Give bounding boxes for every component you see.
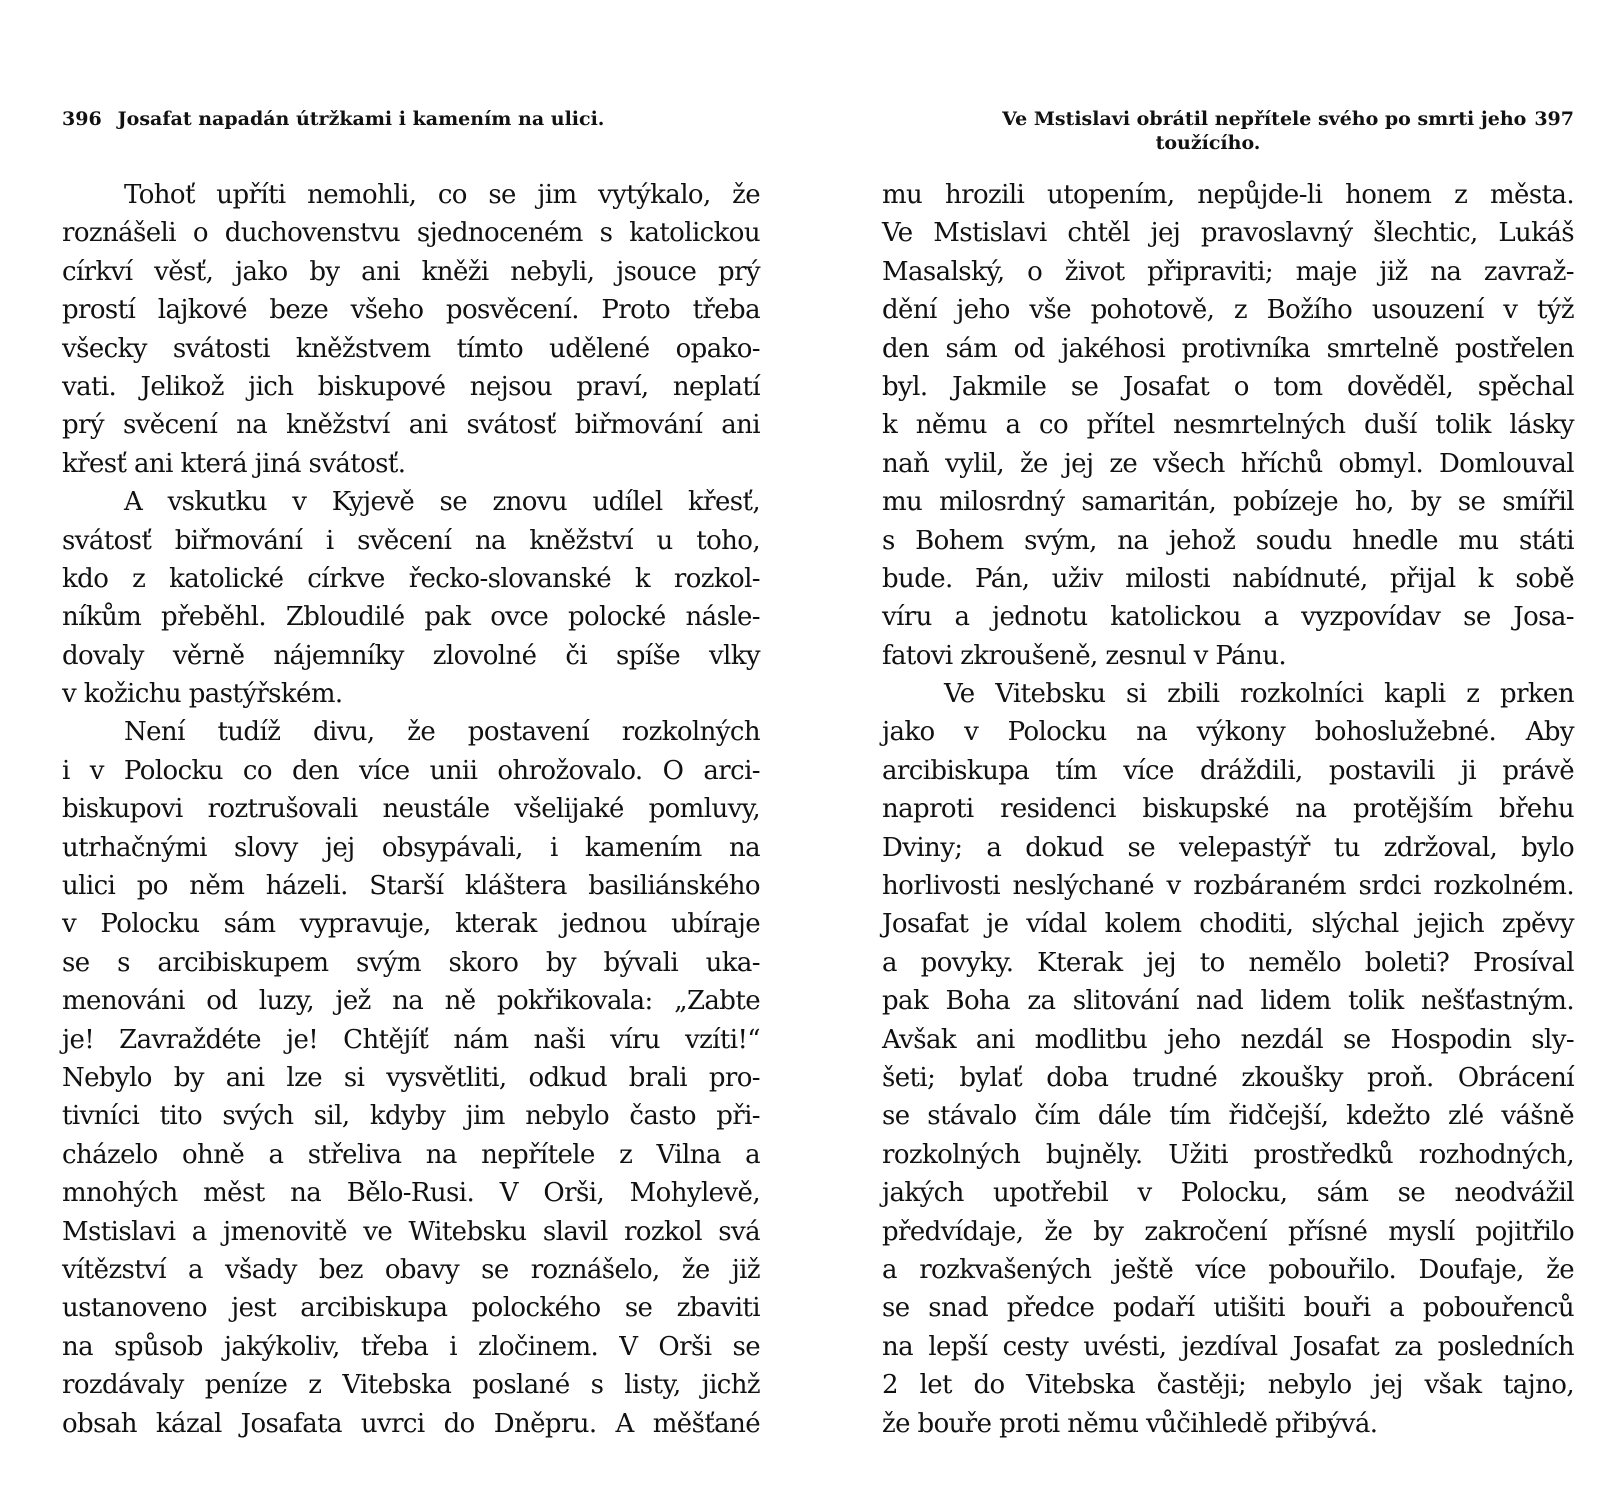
text-line: arcibiskupa tím více dráždili, postavili ji právě — [882, 755, 1574, 786]
text-line: prý svěcení na kněžství ani svátosť biřmování ani — [62, 410, 760, 441]
text-line: křesť ani která jiná svátosť. — [62, 448, 406, 479]
right-running-head-continuation: toužícího. — [1155, 132, 1261, 154]
text-line: naň vylil, že jej ze všech hříchů obmyl. Domlouval — [882, 448, 1574, 479]
text-line: je! Zavraždéte je! Chtějíť nám naši víru vzíti!“ — [62, 1024, 760, 1055]
text-line: církví věsť, jako by ani kněži nebyli, jsouce prý — [62, 256, 760, 287]
text-line: naproti residenci biskupské na protějším břehu — [882, 794, 1574, 825]
text-line: v kožichu pastýřském. — [62, 679, 343, 710]
text-line: všecky svátosti kněžstvem tímto udělené opako- — [62, 333, 760, 364]
text-line: menováni od luzy, jež na ně pokřikovala: „Zabte — [62, 986, 760, 1017]
left-running-head — [62, 108, 760, 130]
left-page-number: 396 — [62, 108, 102, 130]
left-body-text — [62, 176, 760, 1443]
text-line: Ve Mstislavi chtěl jej pravoslavný šlechtic, Lukáš — [882, 218, 1574, 249]
text-line: na spůsob jakýkoliv, třeba i zločinem. V Orši se — [62, 1331, 760, 1362]
text-line: Dviny; a dokud se velepastýř tu zdržoval, bylo — [882, 832, 1574, 863]
text-line: v Polocku sám vypravuje, kterak jednou ubíraje — [62, 909, 760, 940]
text-line: prostí lajkové beze všeho posvěcení. Proto třeba — [62, 295, 760, 326]
text-line: cházelo ohně a střeliva na nepřítele z Vilna a — [62, 1139, 760, 1170]
text-line: den sám od jakéhosi protivníka smrtelně postřelen — [882, 333, 1574, 364]
text-line: a povyky. Kterak jej to nemělo boleti? Prosíval — [882, 947, 1574, 978]
text-line: i v Polocku co den více unii ohrožovalo. O arci- — [62, 755, 760, 786]
text-line: rozkolných bujněly. Užiti prostředků rozhodných, — [882, 1139, 1574, 1170]
text-line: dění jeho vše pohotově, z Božího usouzení v týž — [882, 295, 1574, 326]
text-line: předvídaje, že by zakročení přísné myslí pojitřilo — [882, 1216, 1574, 1247]
text-line: ulici po něm házeli. Starší kláštera basiliánského — [62, 871, 760, 902]
text-line: biskupovi roztrušovali neustále všelijaké pomluvy, — [62, 794, 760, 825]
text-line: bude. Pán, uživ milosti nabídnuté, přijal k sobě — [882, 563, 1574, 594]
text-line: že bouře proti němu vůčihledě přibývá. — [882, 1408, 1378, 1439]
text-line: jako v Polocku na výkony bohoslužebné. Aby — [882, 717, 1574, 748]
text-line: Není tudíž divu, že postavení rozkolných — [124, 717, 760, 748]
text-line: byl. Jakmile se Josafat o tom dověděl, spěchal — [882, 371, 1574, 402]
right-running-head-text: Ve Mstislavi obrátil nepřítele svého po smrti jeho — [1002, 108, 1527, 130]
text-line: se snad předce podaří utišiti bouři a pobouřenců — [882, 1293, 1574, 1324]
text-line: k němu a co přítel nesmrtelných duší tolik lásky — [882, 410, 1574, 441]
text-line: rozdávaly peníze z Vitebska poslané s listy, jichž — [62, 1370, 760, 1401]
text-line: ustanoveno jest arcibiskupa polockého se zbaviti — [62, 1293, 760, 1324]
left-running-head-text: Josafat napadán útržkami i kamením na ulici. — [117, 108, 605, 130]
text-line: horlivosti neslýchané v rozbáraném srdci rozkolném. — [882, 871, 1574, 902]
text-line: jakých upotřebil v Polocku, sám se neodvážil — [882, 1178, 1574, 1209]
text-line: utrhačnými slovy jej obsypávali, i kamením na — [62, 832, 760, 863]
text-line: dovaly věrně nájemníky zlovolné či spíše vlky — [62, 640, 760, 671]
text-line: mu milosrdný samaritán, pobízeje ho, by se smířil — [882, 487, 1574, 518]
right-running-head — [882, 108, 1574, 154]
text-line: vítězství a všady bez obavy se roznášelo, že již — [62, 1254, 760, 1285]
text-line: na lepší cesty uvésti, jezdíval Josafat za posledních — [882, 1331, 1574, 1362]
text-line: 2 let do Vitebska častěji; nebylo jej však tajno, — [882, 1370, 1574, 1401]
text-line: Avšak ani modlitbu jeho nezdál se Hospodin sly- — [882, 1024, 1574, 1055]
text-line: Josafat je vídal kolem choditi, slýchal jejich zpěvy — [882, 909, 1574, 940]
text-line: pak Boha za slitování nad lidem tolik nešťastným. — [882, 986, 1574, 1017]
text-line: mnohých měst na Bělo-Rusi. V Orši, Mohylevě, — [62, 1178, 760, 1209]
text-line: A vskutku v Kyjevě se znovu udílel křesť, — [124, 487, 760, 518]
text-line: mu hrozili utopením, nepůjde-li honem z města. — [882, 180, 1574, 210]
text-line: s Bohem svým, na jehož soudu hnedle mu státi — [882, 525, 1574, 556]
text-line: vati. Jelikož jich biskupové nejsou praví, neplatí — [62, 371, 760, 402]
text-line: se stávalo čím dále tím řidčejší, kdežto zlé vášně — [882, 1101, 1574, 1132]
text-line: svátosť biřmování i svěcení na kněžství u toho, — [62, 525, 760, 556]
text-line: níkům přeběhl. Zbloudilé pak ovce polocké násle- — [62, 602, 760, 633]
text-line: Masalský, o život připraviti; maje již na zavraž- — [882, 256, 1574, 287]
text-line: obsah kázal Josafata uvrci do Dněpru. A měšťané — [62, 1408, 760, 1439]
text-line: Ve Vitebsku si zbili rozkolníci kapli z prken — [944, 679, 1574, 710]
text-line: Nebylo by ani lze si vysvětliti, odkud brali pro- — [62, 1062, 760, 1093]
text-line: Mstislavi a jmenovitě ve Witebsku slavil rozkol svá — [62, 1216, 760, 1247]
text-line: roznášeli o duchovenstvu sjednoceném s katolickou — [62, 218, 760, 249]
text-line: se s arcibiskupem svým skoro by bývali uka- — [62, 947, 760, 978]
text-line: fatovi zkroušeně, zesnul v Pánu. — [882, 640, 1286, 671]
right-page-number: 397 — [1534, 108, 1574, 130]
text-line: víru a jednotu katolickou a vyzpovídav se Josa- — [882, 602, 1574, 633]
text-line: a rozkvašených ještě více pobouřilo. Doufaje, že — [882, 1254, 1574, 1285]
text-line: kdo z katolické církve řecko-slovanské k rozkol- — [62, 563, 760, 594]
text-line: tivníci tito svých sil, kdyby jim nebylo často při- — [62, 1101, 760, 1132]
text-line: šeti; bylať doba trudné zkoušky proň. Obrácení — [882, 1062, 1574, 1093]
right-body-text — [882, 176, 1574, 1443]
text-line: Tohoť upříti nemohli, co se jim vytýkalo, že — [124, 180, 760, 210]
